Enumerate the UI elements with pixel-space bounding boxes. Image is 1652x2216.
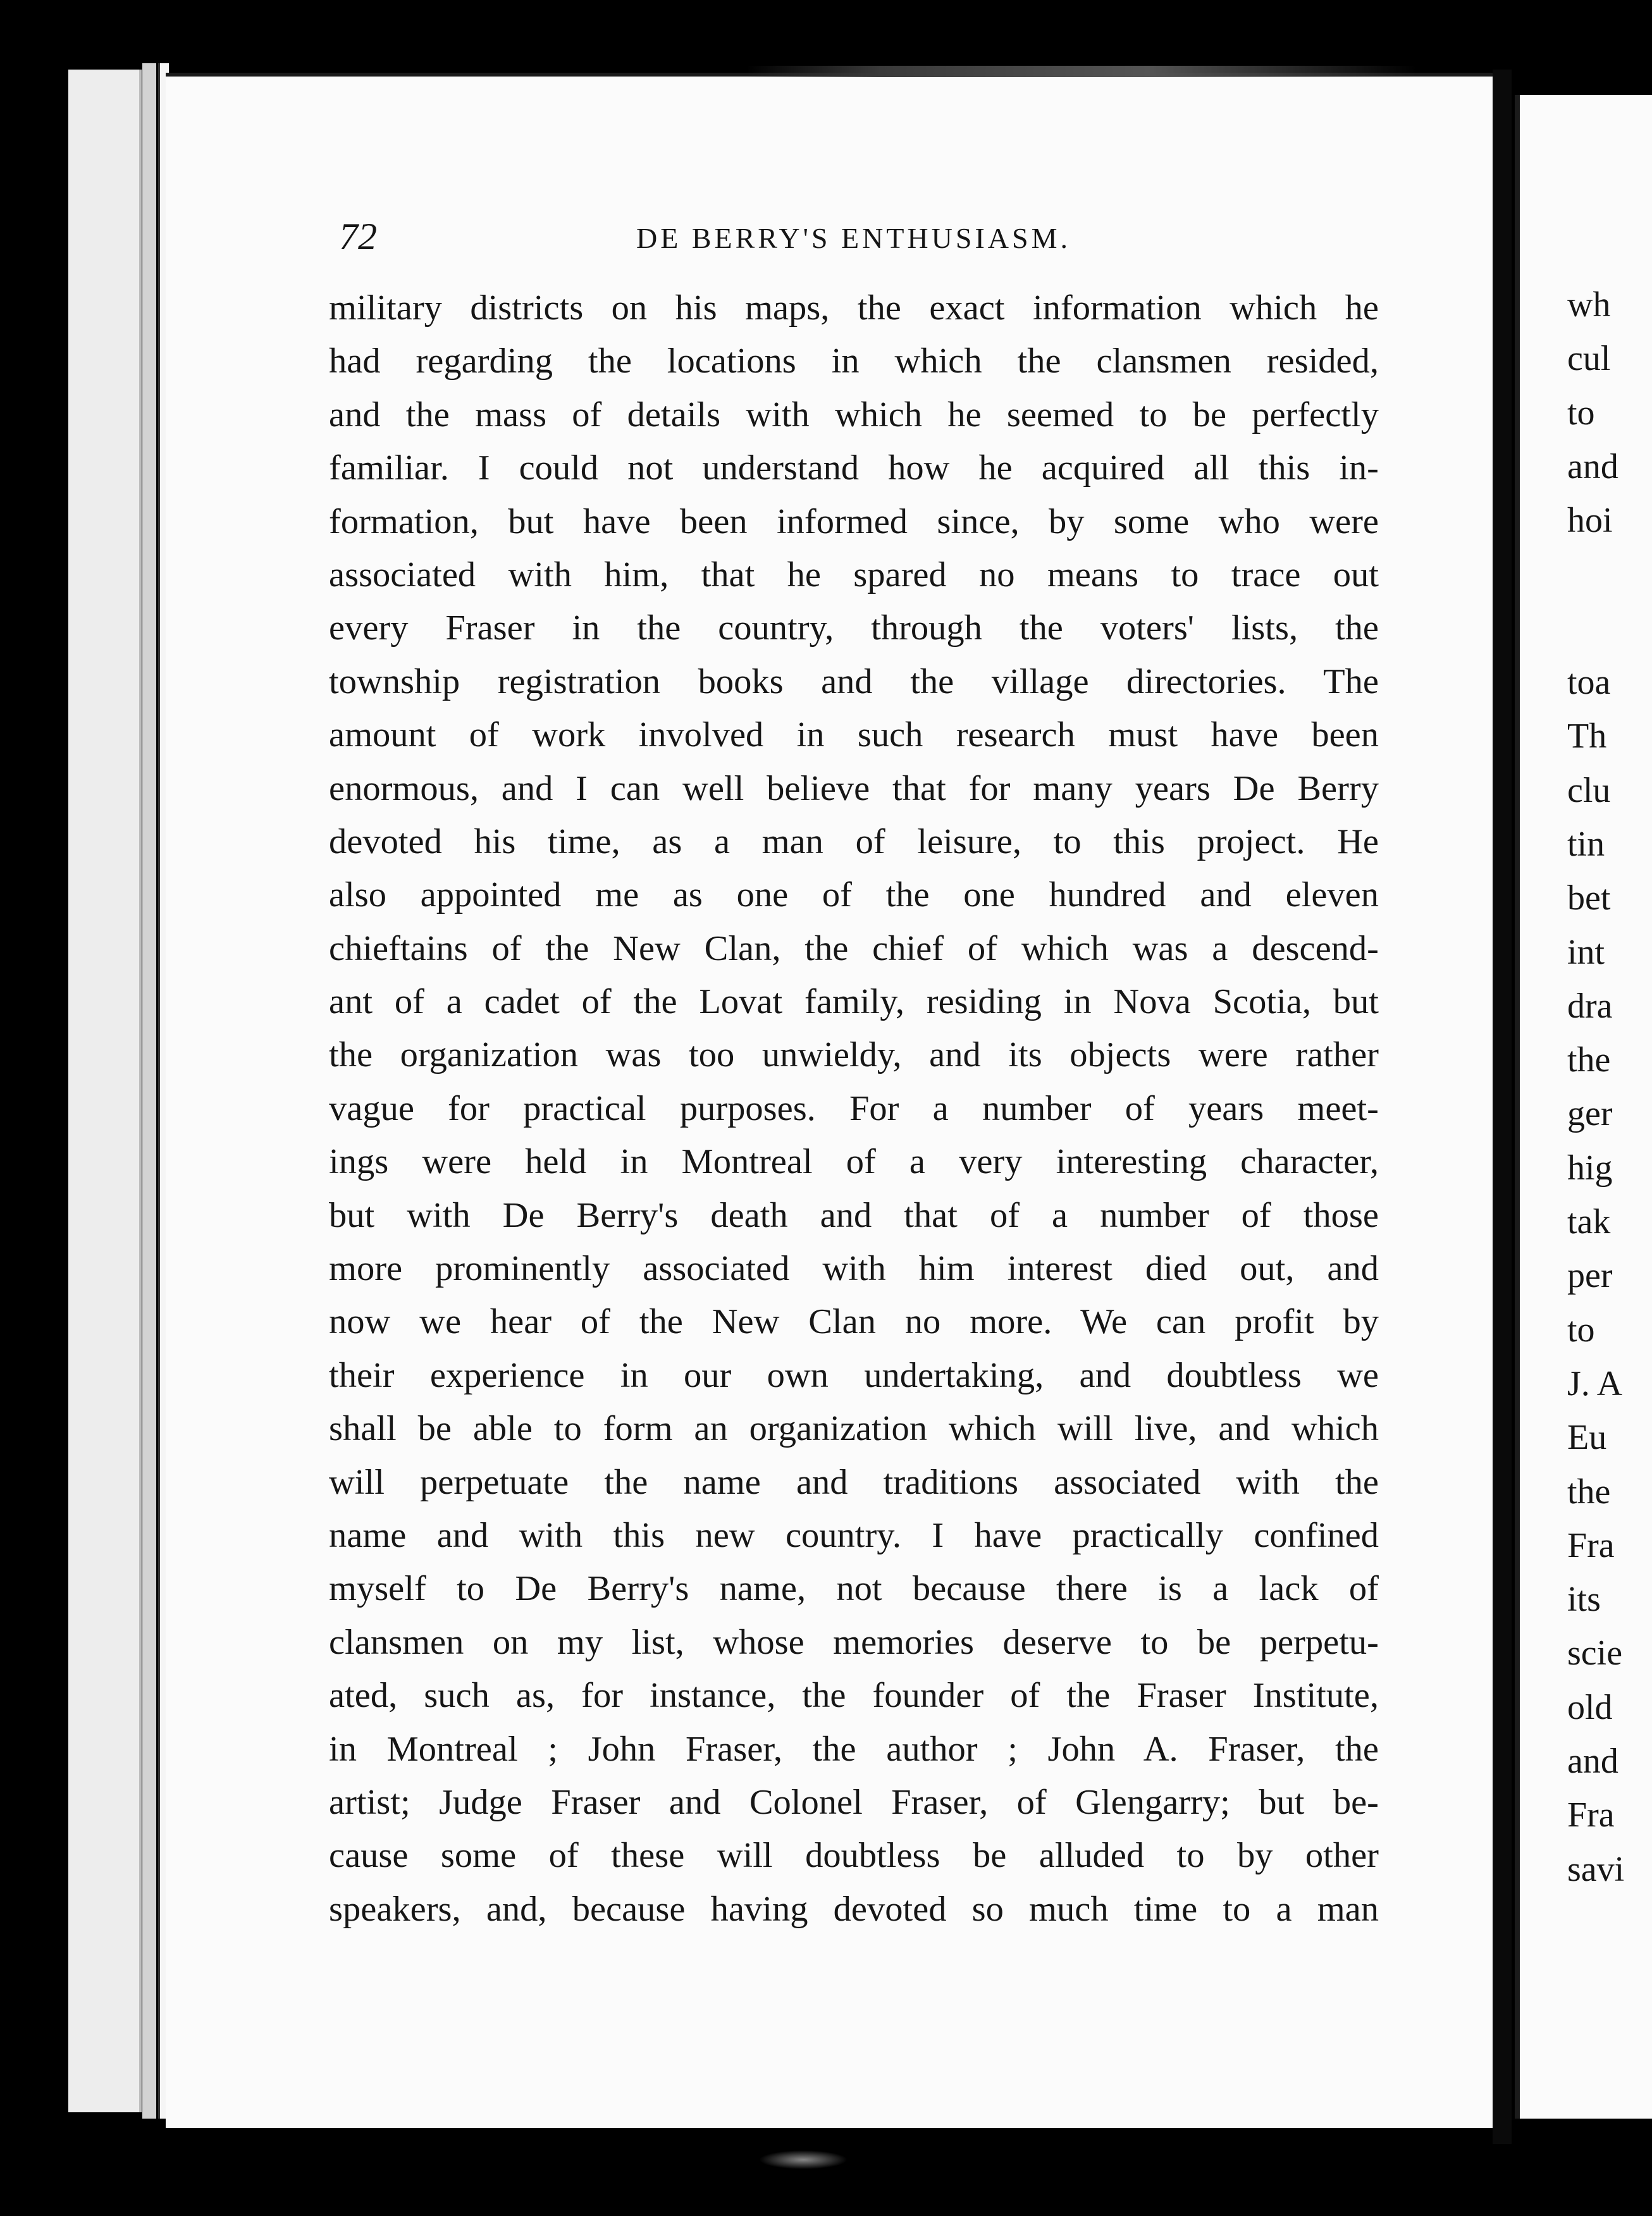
- text-line: myself to De Berry's name, not because there is a lack of: [329, 1569, 1379, 1609]
- facing-line-fragment: its: [1567, 1580, 1601, 1620]
- text-line: and the mass of details with which he seemed to be perfectly: [329, 395, 1379, 434]
- facing-line-fragment: ger: [1567, 1094, 1613, 1134]
- facing-line-fragment: tak: [1567, 1202, 1611, 1242]
- text-line: name and with this new country. I have practically confined: [329, 1515, 1379, 1555]
- facing-line-fragment: the: [1567, 1472, 1611, 1511]
- facing-line-fragment: to: [1567, 1310, 1595, 1350]
- facing-line-fragment: toa: [1567, 663, 1611, 703]
- text-line: shall be able to form an organization which will live, and which: [329, 1409, 1379, 1449]
- text-line: had regarding the locations in which the clansmen resided,: [329, 342, 1379, 381]
- text-line: familiar. I could not understand how he acquired all this in-: [329, 448, 1379, 488]
- facing-line-fragment: old: [1567, 1687, 1613, 1727]
- text-line: will perpetuate the name and traditions associated with the: [329, 1462, 1379, 1502]
- facing-line-fragment: to: [1567, 393, 1595, 433]
- text-line: artist; Judge Fraser and Colonel Fraser, of Glengarry; but be-: [329, 1782, 1379, 1822]
- book-edge-strip: [68, 70, 142, 2112]
- text-line: now we hear of the New Clan no more. We can profit by: [329, 1302, 1379, 1342]
- book-edge-strip: [142, 63, 156, 2119]
- facing-line-fragment: hig: [1567, 1148, 1613, 1188]
- facing-line-fragment: the: [1567, 1040, 1611, 1080]
- chapter-title: DE BERRY'S ENTHUSIASM.: [636, 222, 1071, 254]
- facing-line-fragment: hoi: [1567, 501, 1613, 541]
- text-line: chieftains of the New Clan, the chief of which was a descend-: [329, 928, 1379, 968]
- text-line: military districts on his maps, the exact information which he: [329, 288, 1379, 328]
- facing-line-fragment: int: [1567, 932, 1605, 972]
- text-line: cause some of these will doubtless be alluded to by other: [329, 1836, 1379, 1876]
- scan-smudge: [746, 66, 1417, 77]
- text-line: in Montreal ; John Fraser, the author ; John A. Fraser, the: [329, 1729, 1379, 1769]
- text-line: clansmen on my list, whose memories deserve to be perpetu-: [329, 1622, 1379, 1662]
- facing-line-fragment: J. A: [1567, 1363, 1623, 1403]
- facing-blank-gap: [1567, 548, 1652, 656]
- facing-line-fragment: clu: [1567, 770, 1611, 810]
- facing-line-fragment: Th: [1567, 717, 1607, 756]
- text-line: their experience in our own undertaking, and doubtless we: [329, 1355, 1379, 1395]
- text-line: enormous, and I can well believe that for many years De Berry: [329, 768, 1379, 808]
- facing-line-fragment: dra: [1567, 986, 1613, 1026]
- facing-line-fragment: bet: [1567, 878, 1611, 918]
- facing-line-fragment: scie: [1567, 1634, 1623, 1673]
- facing-line-fragment: Eu: [1567, 1418, 1607, 1458]
- text-line: amount of work involved in such research must have been: [329, 715, 1379, 755]
- facing-line-fragment: tin: [1567, 824, 1605, 864]
- text-line: but with De Berry's death and that of a number of those: [329, 1195, 1379, 1235]
- page-number: 72: [339, 216, 377, 257]
- facing-line-fragment: and: [1567, 446, 1618, 486]
- facing-line-fragment: and: [1567, 1742, 1618, 1782]
- text-line: also appointed me as one of the one hundred and eleven: [329, 875, 1379, 915]
- text-line: ings were held in Montreal of a very interesting character,: [329, 1142, 1379, 1182]
- facing-line-fragment: Fra: [1567, 1525, 1615, 1565]
- facing-line-fragment: cul: [1567, 339, 1611, 379]
- text-line: more prominently associated with him interest died out, and: [329, 1249, 1379, 1289]
- text-line: associated with him, that he spared no means to trace out: [329, 555, 1379, 594]
- text-line: speakers, and, because having devoted so much time to a man: [329, 1889, 1379, 1929]
- facing-line-fragment: per: [1567, 1256, 1613, 1296]
- running-head: [339, 215, 1376, 272]
- text-line: township registration books and the village directories. The: [329, 662, 1379, 701]
- scan-mark: [759, 2150, 848, 2169]
- text-line: vague for practical purposes. For a number of years meet-: [329, 1088, 1379, 1128]
- text-line: ant of a cadet of the Lovat family, residing in Nova Scotia, but: [329, 982, 1379, 1022]
- page-body-text: [329, 281, 1379, 1936]
- text-line: devoted his time, as a man of leisure, to this project. He: [329, 822, 1379, 861]
- text-line: formation, but have been informed since, by some who were: [329, 502, 1379, 541]
- text-line: every Fraser in the country, through the voters' lists, the: [329, 608, 1379, 648]
- facing-line-fragment: wh: [1567, 285, 1611, 324]
- book-gutter: [1493, 70, 1512, 2144]
- text-line: the organization was too unwieldy, and its objects were rather: [329, 1035, 1379, 1075]
- facing-line-fragment: Fra: [1567, 1795, 1615, 1835]
- facing-page-text: [1567, 278, 1652, 1897]
- text-line: ated, such as, for instance, the founder of the Fraser Institute,: [329, 1676, 1379, 1716]
- facing-line-fragment: savi: [1567, 1849, 1625, 1889]
